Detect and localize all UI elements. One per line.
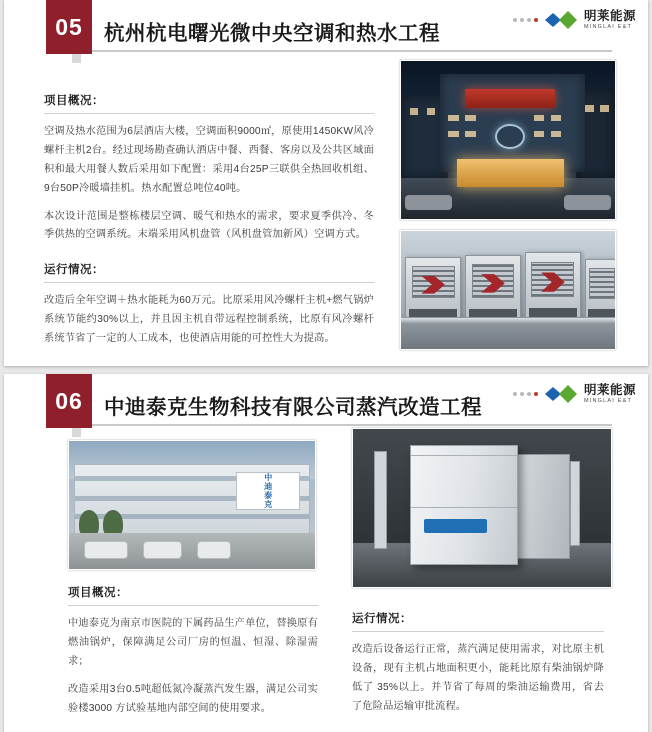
slide-number-badge: 05 [46, 0, 92, 54]
brand-logo [513, 10, 636, 30]
air-source-heat-pump-units-photo [400, 230, 616, 350]
decorative-dots-icon [513, 392, 538, 396]
section-heading-rule [68, 605, 318, 606]
section-heading: 项目概况： [44, 95, 104, 107]
section-body [68, 615, 318, 718]
paragraph: 本次设计范围是整栋楼层空调、暖气和热水的需求，要求夏季供冷、冬季供热的空调系统。末端采用风机盘管（风机盘管加新风）空调方式。 [44, 210, 374, 241]
building-sign-text: 中迪泰克 [263, 472, 273, 509]
logo-name-cn: 明莱能源 [583, 383, 636, 397]
paragraph: 改造后全年空调＋热水能耗为60万元。比原采用风冷螺杆主机+燃气锅炉系统节能约30%以上，并且因主机自带远程控制系统，比原有风冷螺杆系统节省了一定的人工成本，也使酒店用能的可控性大为提高。 [44, 295, 374, 344]
slide-06-text-column-right [352, 610, 604, 717]
slide-card-05 [4, 0, 648, 366]
hotel-exterior-night-photo [400, 60, 616, 220]
slide-05-text-column [44, 92, 374, 365]
section-heading-rule [352, 631, 604, 632]
section-heading-rule [44, 113, 374, 114]
paragraph: 改造采用3台0.5吨超低氮冷凝蒸汽发生器，满足公司实验楼3000 方试验基地内部空间的使用要求。 [68, 683, 318, 714]
section-body [44, 292, 374, 349]
section-body [352, 641, 604, 717]
logo-text-group [584, 10, 636, 30]
slide-06-text-column-left [68, 584, 318, 718]
title-divider [92, 424, 612, 426]
decorative-dots-icon [513, 18, 538, 22]
building-sign [236, 472, 300, 510]
badge-notch-decoration [72, 54, 81, 63]
logo-diamond-icon [545, 10, 579, 30]
section-operation-status [44, 261, 374, 349]
slide-title: 中迪泰克生物科技有限公司蒸汽改造工程 [104, 396, 482, 419]
company-building-exterior-photo [68, 440, 316, 570]
logo-name-cn: 明莱能源 [583, 9, 636, 23]
slide-number-badge: 06 [46, 374, 92, 428]
logo-name-en: MINGLAI E&T [583, 23, 633, 30]
logo-text-group [584, 384, 636, 404]
brand-logo [513, 384, 636, 404]
paragraph: 中迪泰克为南京市医院的下属药品生产单位，替换原有燃油锅炉，保障满足公司厂房的恒温、恒湿、除湿需求； [68, 618, 318, 667]
paragraph: 改造后设备运行正常，蒸汽满足使用需求，对比原主机设备，现有主机占地面积更小，能耗比原有柴油锅炉降低了 35%以上。并节省了每周的柴油运输费用，省去了危险品运输审批流程。 [352, 644, 604, 712]
section-body [44, 123, 374, 245]
section-heading: 运行情况： [44, 264, 104, 277]
paragraph: 空调及热水范围为6层酒店大楼，空调面积9000㎡，原使用1450KW风冷螺杆主机2台。经过现场勘查确认酒店中餐、西餐、客房以及公共区域面积和最大用餐人数后采用如下配置：采用4台25P三联供全热回收机组、9台50P冷暖墙挂机。热水配置总吨位40吨。 [44, 126, 374, 194]
slide-title: 杭州杭电曙光微中央空调和热水工程 [104, 22, 440, 45]
logo-diamond-icon [545, 384, 579, 404]
logo-name-en: MINGLAI E&T [583, 397, 633, 404]
section-heading: 项目概况： [68, 587, 128, 599]
title-divider [92, 50, 612, 52]
badge-notch-decoration [72, 428, 81, 437]
section-heading: 运行情况： [352, 613, 412, 625]
steam-generator-cabinet-photo [352, 428, 612, 588]
section-project-overview [44, 92, 374, 245]
section-heading-rule [44, 282, 374, 283]
